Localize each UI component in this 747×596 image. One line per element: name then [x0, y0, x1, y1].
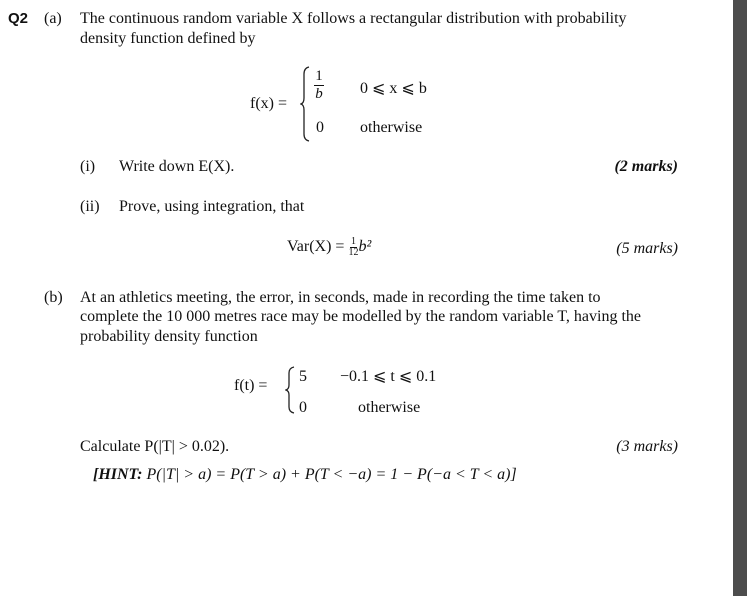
pdf-t-lhs: f(t) = [234, 377, 268, 394]
part-b-marks: (3 marks) [616, 438, 678, 455]
hint [93, 466, 517, 484]
part-b-line2: complete the 10 000 metres race may be modelled by the random variable T, having the [80, 308, 641, 325]
calculate-text: Calculate P(|T| > 0.02). [80, 438, 230, 455]
denominator: 12 [348, 246, 359, 258]
pdf-t-case1-value: 5 [299, 368, 307, 385]
variance-rhs: b² [358, 238, 372, 255]
part-a-intro-line1: The continuous random variable X follows a rectangular distribution with probability [80, 10, 627, 27]
variance-fraction [348, 237, 358, 258]
numerator: 1 [315, 68, 323, 84]
variance-formula [287, 236, 371, 258]
question-number: Q2 [8, 10, 29, 27]
part-a-label: (a) [44, 10, 62, 27]
part-b-line3: probability density function [80, 328, 258, 345]
sub-ii-label: (ii) [80, 198, 100, 215]
pdf-x-lhs: f(x) = [250, 95, 288, 112]
part-b-label: (b) [44, 289, 63, 306]
brace-icon [285, 366, 295, 414]
pdf-x-case1-condition: 0 ⩽ x ⩽ b [360, 80, 427, 97]
pdf-t-case2-condition: otherwise [358, 399, 421, 416]
sub-ii-text: Prove, using integration, that [119, 198, 305, 215]
part-a-intro-line2: density function defined by [80, 30, 256, 47]
part-b-line1: At an athletics meeting, the error, in seconds, made in recording the time taken to [80, 289, 601, 306]
denominator: b [315, 86, 323, 102]
pdf-x-case2-value: 0 [316, 119, 324, 136]
hint-text: P(|T| > a) = P(T > a) + P(T < −a) = 1 − P(−a < T < a)] [146, 466, 517, 483]
sub-i-text: Write down E(X). [119, 158, 235, 175]
hint-label: [HINT: [93, 466, 143, 483]
numerator: 1 [350, 235, 356, 247]
brace-icon [300, 66, 310, 142]
pdf-x-case2-condition: otherwise [360, 119, 423, 136]
variance-lhs: Var(X) = [287, 238, 345, 255]
pdf-t-case1-condition: −0.1 ⩽ t ⩽ 0.1 [340, 368, 437, 385]
pdf-x-fraction [314, 68, 324, 103]
scrollbar[interactable] [733, 0, 747, 596]
pdf-t-case2-value: 0 [299, 399, 307, 416]
sub-i-label: (i) [80, 158, 96, 175]
sub-i-marks: (2 marks) [614, 158, 678, 175]
sub-ii-marks: (5 marks) [616, 240, 678, 257]
